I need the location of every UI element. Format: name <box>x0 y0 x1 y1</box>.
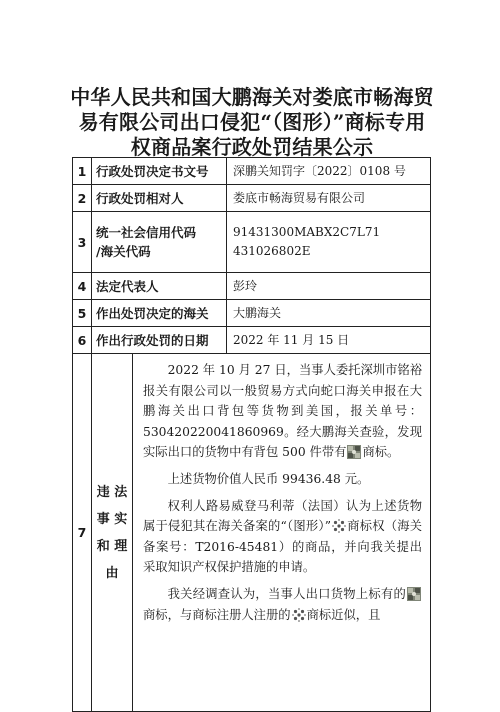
table-row <box>73 327 431 354</box>
table-row <box>73 273 431 300</box>
row-value: 大鹏海关 <box>227 300 431 327</box>
facts-label <box>92 354 133 711</box>
row-label: 行政处罚相对人 <box>92 185 227 212</box>
facts-text: 商标，与商标注册人注册的 <box>143 607 291 622</box>
table-row <box>73 212 431 273</box>
row-value: 娄底市畅海贸易有限公司 <box>227 185 431 212</box>
row-number: 2 <box>73 185 92 212</box>
facts-text: 商标权（海关备案号：T2016-45481）的商品，并向我关提出采取知识产权保护措施的申请。 <box>143 519 422 575</box>
facts-text: 我关经调查认为，当事人出口货物上标有的 <box>167 586 406 601</box>
monogram-pattern-icon <box>347 445 361 459</box>
facts-label-line: 和 理 <box>96 538 128 554</box>
table-row <box>73 300 431 327</box>
row-label: 作出处罚决定的海关 <box>92 300 227 327</box>
facts-label-line: 由 <box>105 565 119 581</box>
quatrefoil-pattern-icon <box>292 608 306 622</box>
row-number: 5 <box>73 300 92 327</box>
facts-body <box>133 354 431 711</box>
facts-label-line: 事 实 <box>96 511 128 527</box>
facts-text: 商标近似，且 <box>306 607 381 622</box>
row-number: 7 <box>73 354 92 712</box>
facts-paragraph <box>143 584 422 625</box>
row-label: 行政处罚决定书文号 <box>92 158 227 185</box>
page-title: 中华人民共和国大鹏海关对娄底市畅海贸易有限公司出口侵犯“（图形）”商标专用权商品案行政处罚结果公示 <box>70 85 434 159</box>
row-value: 深鹏关知罚字〔2022〕0108 号 <box>227 158 431 185</box>
penalty-info-table <box>72 157 431 712</box>
table-row <box>73 158 431 185</box>
row-number: 4 <box>73 273 92 300</box>
facts-text: 权利人路易威登马利蒂（法国）认为上述货物属于侵犯其在海关备案的“（图形）” <box>143 498 422 534</box>
monogram-pattern-icon <box>407 587 421 601</box>
row-label <box>92 212 227 273</box>
row-value <box>227 212 431 273</box>
credit-code: 91431300MABX2C7L71 <box>233 225 381 239</box>
table-row <box>73 354 431 712</box>
row-label-line: /海关代码 <box>96 244 151 259</box>
row-number: 1 <box>73 158 92 185</box>
row-label-line: 统一社会信用代码 <box>96 225 197 240</box>
row-label: 法定代表人 <box>92 273 227 300</box>
facts-paragraph <box>143 360 422 463</box>
row-number: 6 <box>73 327 92 354</box>
row-label: 作出行政处罚的日期 <box>92 327 227 354</box>
quatrefoil-pattern-icon <box>332 519 346 533</box>
row-value: 2022 年 11 月 15 日 <box>227 327 431 354</box>
facts-text: 商标。 <box>362 445 400 460</box>
facts-label-line: 违 法 <box>96 484 128 500</box>
facts-paragraph: 上述货物价值人民币 99436.48 元。 <box>167 471 370 486</box>
facts-layout <box>92 354 430 711</box>
row-number: 3 <box>73 212 92 273</box>
customs-code: 431026802E <box>233 244 311 258</box>
row-value: 彭玲 <box>227 273 431 300</box>
facts-text: 2022 年 10 月 27 日，当事人委托深圳市铭裕报关有限公司以一般贸易方式向蛇口海关申报在大鹏海关出口背包等货物到美国，报关单号：530420220041860969。经大鹏海关查验，发现实际出口的货物中有背包 500 件带有 <box>143 363 422 460</box>
table-row <box>73 185 431 212</box>
facts-paragraph <box>143 496 422 578</box>
